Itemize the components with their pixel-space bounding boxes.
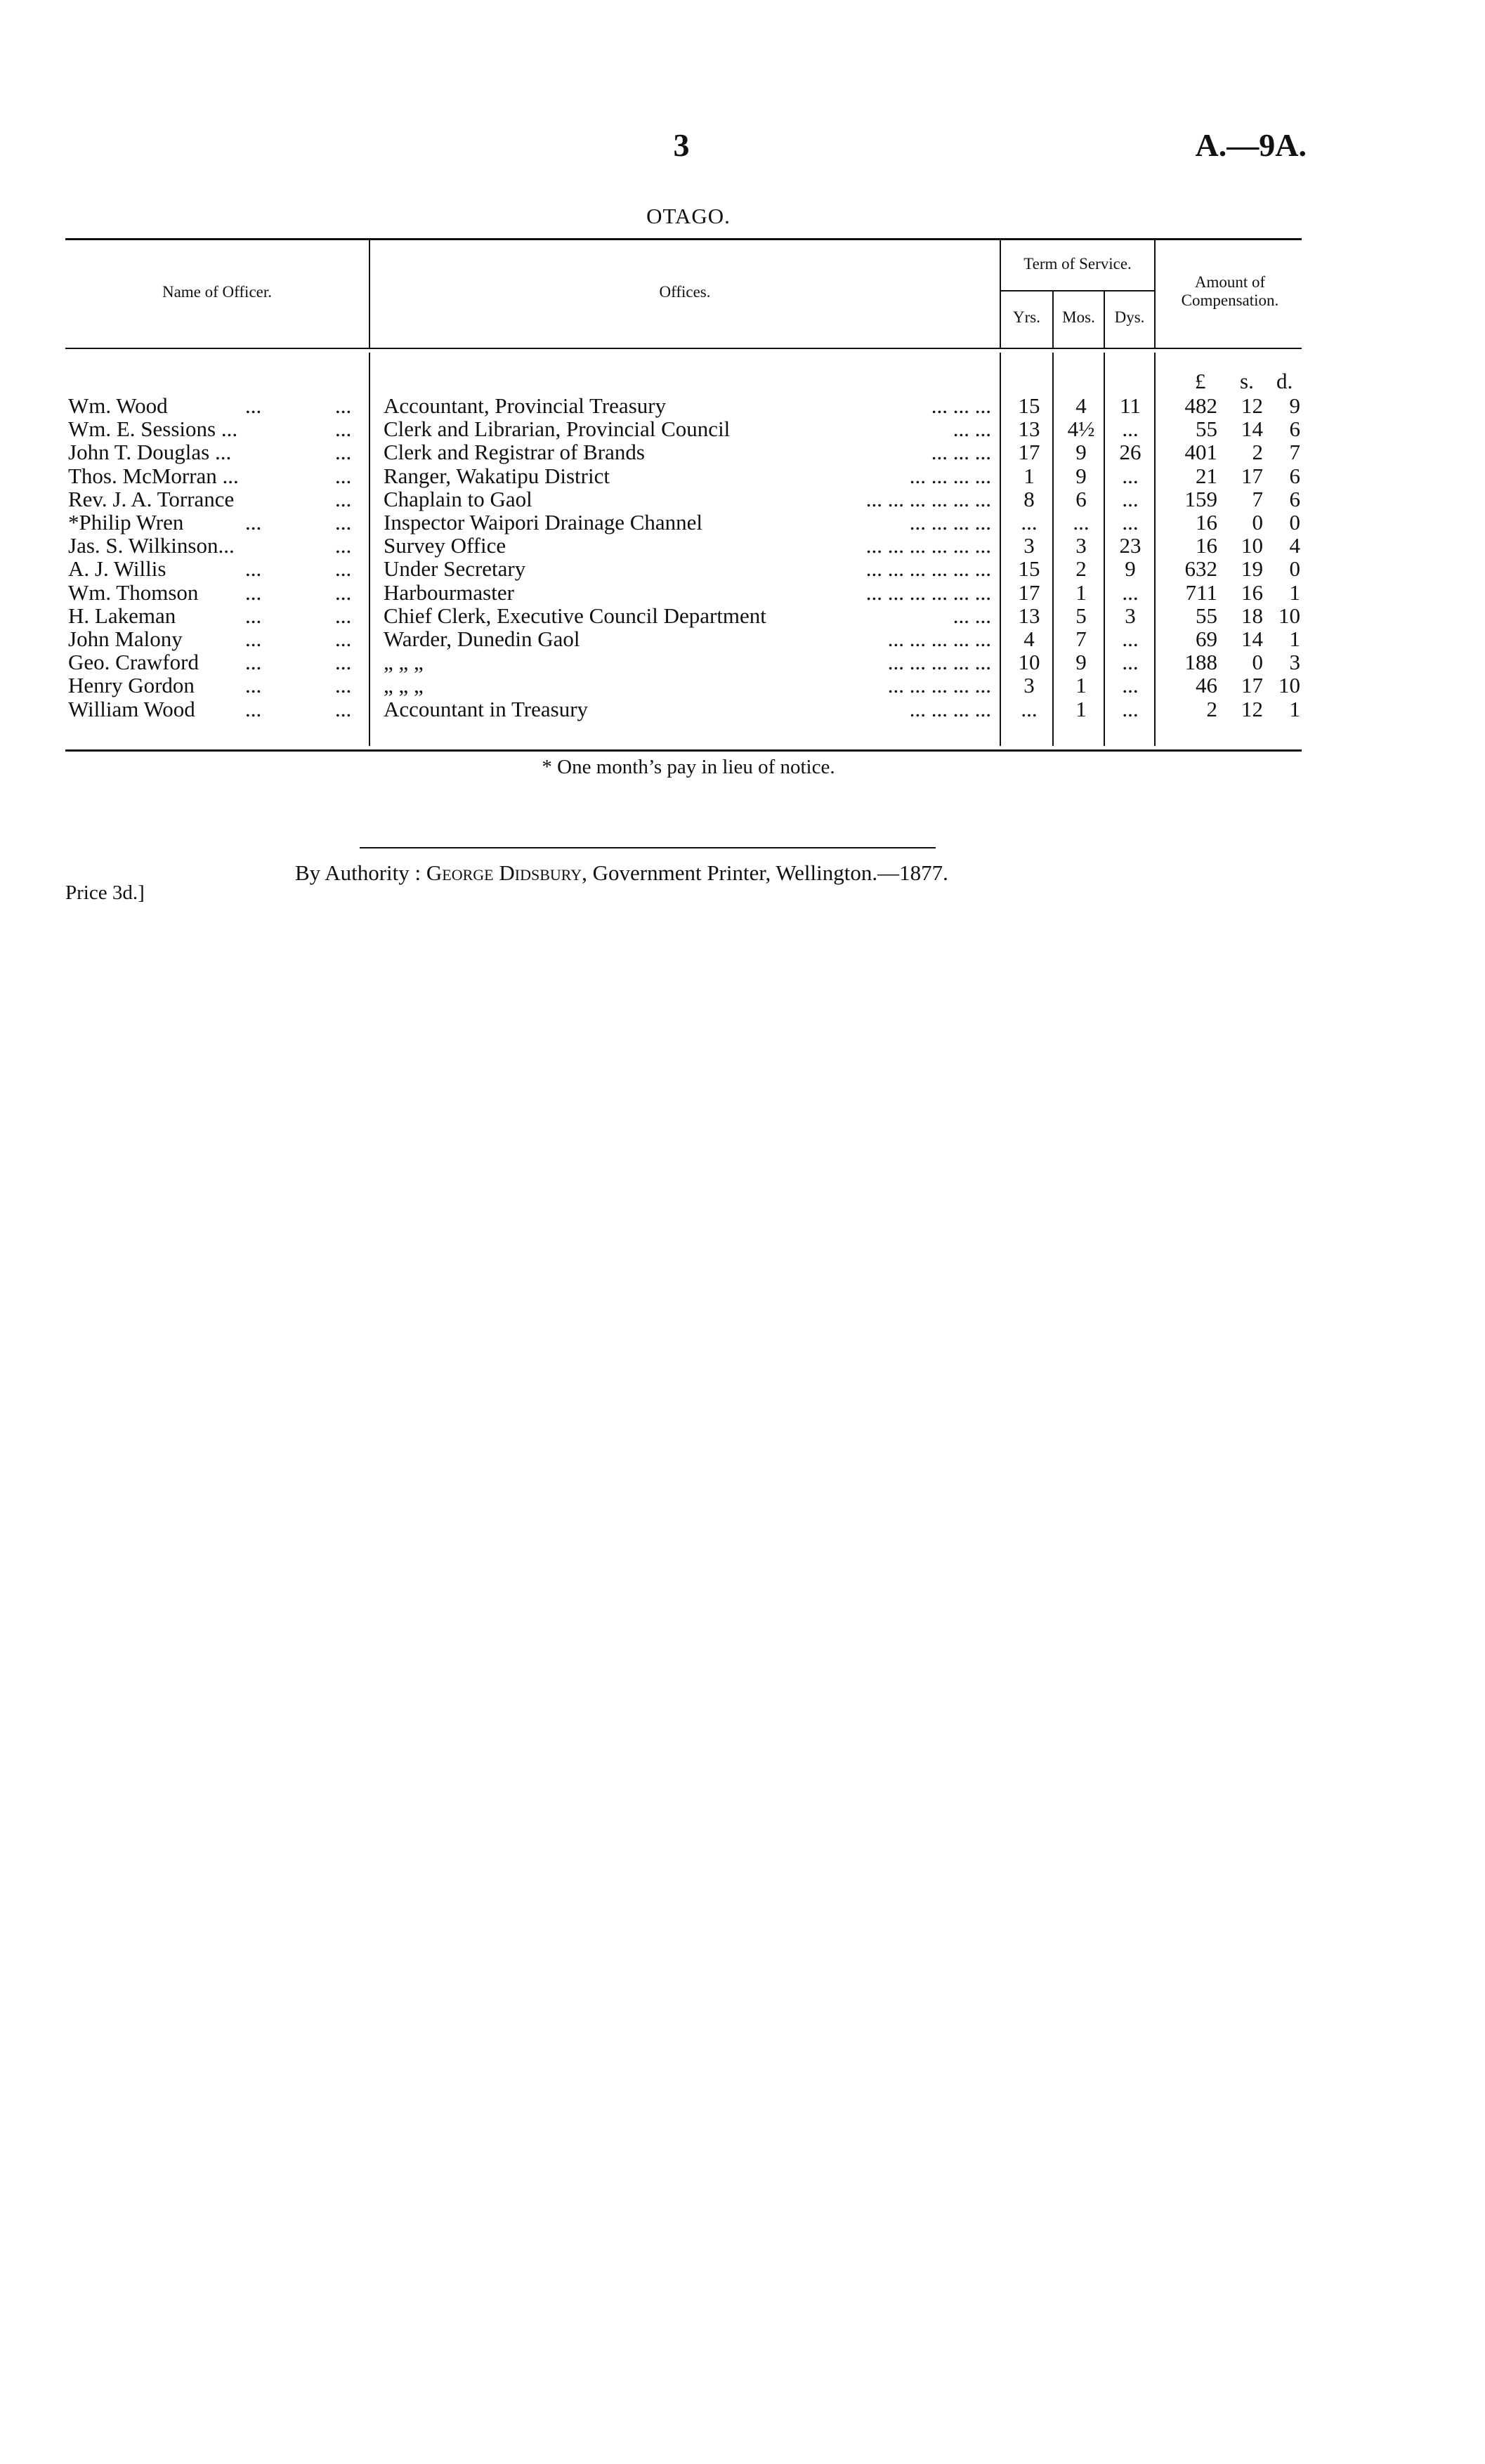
- amount-shillings: 2: [1252, 440, 1263, 465]
- amount-shillings: 7: [1252, 486, 1263, 511]
- office-leader-dots: ... ...: [953, 603, 991, 628]
- leader-dots: ...: [335, 673, 352, 698]
- header-yrs: Yrs.: [1013, 308, 1040, 326]
- section-title: OTAGO.: [646, 204, 731, 228]
- leader-dots: ...: [335, 533, 352, 558]
- amount-pounds: 21: [1196, 463, 1217, 488]
- amount-shillings: 14: [1241, 417, 1263, 442]
- amount-pence: 10: [1278, 603, 1300, 628]
- leader-dots: ...: [335, 510, 352, 535]
- amount-shillings: 18: [1241, 603, 1263, 628]
- term-days: 23: [1119, 533, 1141, 558]
- amount-shillings: 10: [1241, 533, 1263, 558]
- table-top-rule: [65, 238, 1302, 240]
- term-months: 1: [1075, 579, 1087, 605]
- office-leader-dots: ... ... ...: [931, 440, 991, 465]
- amount-pounds: 16: [1196, 510, 1217, 535]
- amount-shillings: 14: [1241, 627, 1263, 651]
- name-leader-dots: ...: [245, 510, 262, 535]
- officer-name: William Wood: [68, 696, 195, 721]
- amount-pence: 0: [1289, 510, 1300, 535]
- header-offices: Offices.: [659, 283, 711, 301]
- amount-pence: 3: [1289, 650, 1300, 675]
- office-leader-dots: ... ... ... ...: [909, 696, 991, 721]
- amount-shillings: 0: [1252, 650, 1263, 675]
- amount-pence: 0: [1289, 556, 1300, 582]
- amount-pounds: 482: [1184, 393, 1217, 418]
- imprint-prefix: By Authority :: [295, 860, 421, 885]
- term-years: 13: [1018, 417, 1040, 442]
- amount-pounds: 46: [1196, 673, 1217, 698]
- term-years: 3: [1023, 533, 1035, 558]
- amount-shillings: 19: [1241, 556, 1263, 582]
- amount-pounds: 401: [1184, 440, 1217, 465]
- officer-name: Rev. J. A. Torrance: [68, 486, 235, 511]
- term-months: 1: [1075, 696, 1087, 721]
- table-row: [65, 417, 1302, 440]
- amount-pounds: 55: [1196, 603, 1217, 628]
- amount-pence: 7: [1289, 440, 1300, 465]
- imprint-suffix: Government Printer, Wellington.—1877.: [592, 860, 948, 885]
- table-row: [65, 394, 1302, 417]
- name-leader-dots: ...: [245, 393, 262, 418]
- term-days: 11: [1120, 393, 1141, 418]
- imprint: [295, 860, 948, 886]
- amount-pence: 6: [1289, 417, 1300, 442]
- term-days: ...: [1122, 486, 1139, 511]
- term-subheader-rule: [1000, 290, 1154, 291]
- term-months: 2: [1075, 556, 1087, 582]
- officer-name: John T. Douglas ...: [68, 440, 232, 465]
- table-row: [65, 627, 1302, 650]
- amount-pence: 9: [1289, 393, 1300, 418]
- leader-dots: ...: [335, 486, 352, 511]
- officer-name: H. Lakeman: [68, 603, 176, 628]
- table-row: [65, 487, 1302, 511]
- term-years: 15: [1018, 393, 1040, 418]
- term-months: ...: [1073, 510, 1090, 535]
- officer-name: Geo. Crawford: [68, 650, 199, 675]
- term-years: 17: [1018, 579, 1040, 605]
- term-years: ...: [1021, 510, 1038, 535]
- officer-name: Wm. E. Sessions ...: [68, 417, 238, 442]
- header-term: Term of Service.: [1023, 255, 1132, 273]
- term-years: 13: [1018, 603, 1040, 628]
- table-bottom-rule: [65, 749, 1302, 752]
- name-leader-dots: ...: [245, 556, 262, 582]
- leader-dots: ...: [335, 463, 352, 488]
- amount-pounds: 2: [1206, 696, 1217, 721]
- term-months: 4½: [1067, 417, 1095, 442]
- term-days: ...: [1122, 627, 1139, 651]
- term-years: 15: [1018, 556, 1040, 582]
- office-leader-dots: ... ... ... ... ... ...: [865, 579, 991, 605]
- table-row: [65, 534, 1302, 557]
- office-leader-dots: ... ... ... ...: [909, 510, 991, 535]
- term-days: ...: [1122, 463, 1139, 488]
- officer-name: Thos. McMorran ...: [68, 463, 239, 488]
- term-days: ...: [1122, 510, 1139, 535]
- officer-name: Wm. Wood: [68, 393, 168, 418]
- office-leader-dots: ... ... ... ... ...: [887, 627, 991, 651]
- footer-rule: [360, 847, 936, 848]
- table-row: [65, 650, 1302, 674]
- amount-pence: 1: [1289, 696, 1300, 721]
- office-name: Accountant, Provincial Treasury: [384, 393, 667, 418]
- office-name: Ranger, Wakatipu District: [384, 463, 610, 488]
- amount-shillings: 16: [1241, 579, 1263, 605]
- name-leader-dots: ...: [245, 603, 262, 628]
- officer-name: *Philip Wren: [68, 510, 184, 535]
- term-months: 9: [1075, 440, 1087, 465]
- header-mos: Mos.: [1062, 308, 1095, 326]
- officer-name: Wm. Thomson: [68, 579, 199, 605]
- table-row: [65, 604, 1302, 627]
- table-row: [65, 440, 1302, 464]
- amount-pence: 4: [1289, 533, 1300, 558]
- table-row: [65, 464, 1302, 487]
- office-name: Under Secretary: [384, 556, 526, 582]
- term-years: 17: [1018, 440, 1040, 465]
- leader-dots: ...: [335, 696, 352, 721]
- office-leader-dots: ... ... ... ...: [909, 463, 991, 488]
- term-days: 9: [1125, 556, 1136, 582]
- office-leader-dots: ... ...: [953, 417, 991, 442]
- name-leader-dots: ...: [245, 696, 262, 721]
- pounds-unit: £: [1195, 369, 1206, 393]
- term-months: 1: [1075, 673, 1087, 698]
- office-name: Accountant in Treasury: [384, 696, 589, 721]
- table-row: [65, 511, 1302, 534]
- term-days: ...: [1122, 650, 1139, 675]
- header-bottom-rule: [65, 348, 1302, 349]
- header-amount: Amount of Compensation.: [1181, 273, 1279, 309]
- term-months: 9: [1075, 463, 1087, 488]
- amount-shillings: 12: [1241, 696, 1263, 721]
- document-code: A.—9A.: [1195, 127, 1307, 163]
- name-leader-dots: ...: [245, 579, 262, 605]
- leader-dots: ...: [335, 440, 352, 465]
- officer-name: Jas. S. Wilkinson...: [68, 533, 235, 558]
- office-name: „ „ „: [384, 650, 424, 675]
- footnote: * One month’s pay in lieu of notice.: [542, 756, 835, 778]
- amount-pence: 1: [1289, 579, 1300, 605]
- term-months: 3: [1075, 533, 1087, 558]
- pence-unit: d.: [1276, 369, 1293, 393]
- office-name: „ „ „: [384, 673, 424, 698]
- office-leader-dots: ... ... ... ... ... ...: [865, 556, 991, 582]
- term-months: 6: [1075, 486, 1087, 511]
- officer-name: A. J. Willis: [68, 556, 166, 582]
- office-name: Survey Office: [384, 533, 506, 558]
- name-leader-dots: ...: [245, 627, 262, 651]
- term-days: ...: [1122, 579, 1139, 605]
- amount-pounds: 711: [1185, 579, 1217, 605]
- amount-pounds: 188: [1184, 650, 1217, 675]
- amount-shillings: 17: [1241, 673, 1263, 698]
- table-row: [65, 674, 1302, 697]
- term-days: ...: [1122, 417, 1139, 442]
- leader-dots: ...: [335, 650, 352, 675]
- amount-pence: 6: [1289, 463, 1300, 488]
- name-leader-dots: ...: [245, 650, 262, 675]
- column-divider: [1154, 238, 1156, 348]
- leader-dots: ...: [335, 556, 352, 582]
- amount-shillings: 12: [1241, 393, 1263, 418]
- office-name: Warder, Dunedin Gaol: [384, 627, 580, 651]
- amount-pounds: 69: [1196, 627, 1217, 651]
- term-years: ...: [1021, 696, 1038, 721]
- term-days: 26: [1119, 440, 1141, 465]
- office-leader-dots: ... ... ... ... ... ...: [865, 486, 991, 511]
- officer-name: John Malony: [68, 627, 183, 651]
- header-name: Name of Officer.: [162, 283, 273, 301]
- term-years: 1: [1023, 463, 1035, 488]
- leader-dots: ...: [335, 603, 352, 628]
- name-leader-dots: ...: [245, 673, 262, 698]
- amount-pounds: 16: [1196, 533, 1217, 558]
- term-years: 4: [1023, 627, 1035, 651]
- office-leader-dots: ... ... ... ... ...: [887, 650, 991, 675]
- amount-pence: 10: [1278, 673, 1300, 698]
- leader-dots: ...: [335, 627, 352, 651]
- shillings-unit: s.: [1240, 369, 1254, 393]
- term-months: 7: [1075, 627, 1087, 651]
- office-leader-dots: ... ... ... ... ... ...: [865, 533, 991, 558]
- leader-dots: ...: [335, 393, 352, 418]
- term-years: 10: [1018, 650, 1040, 675]
- office-name: Harbourmaster: [384, 579, 514, 605]
- office-name: Chief Clerk, Executive Council Department: [384, 603, 766, 628]
- amount-shillings: 17: [1241, 463, 1263, 488]
- page-number: 3: [673, 127, 690, 163]
- header-dys: Dys.: [1114, 308, 1145, 326]
- term-years: 3: [1023, 673, 1035, 698]
- imprint-printer-name: George Didsbury,: [426, 860, 587, 885]
- amount-pence: 1: [1289, 627, 1300, 651]
- office-leader-dots: ... ... ... ... ...: [887, 673, 991, 698]
- term-days: ...: [1122, 673, 1139, 698]
- leader-dots: ...: [335, 579, 352, 605]
- term-months: 4: [1075, 393, 1087, 418]
- office-name: Clerk and Registrar of Brands: [384, 440, 645, 465]
- officer-name: Henry Gordon: [68, 673, 195, 698]
- office-name: Inspector Waipori Drainage Channel: [384, 510, 703, 535]
- compensation-table: [65, 238, 1302, 751]
- table-row: [65, 697, 1302, 721]
- leader-dots: ...: [335, 417, 352, 442]
- amount-shillings: 0: [1252, 510, 1263, 535]
- term-days: ...: [1122, 696, 1139, 721]
- term-months: 5: [1075, 603, 1087, 628]
- table-row: [65, 581, 1302, 604]
- term-years: 8: [1023, 486, 1035, 511]
- price-note: Price 3d.]: [65, 882, 145, 904]
- amount-pounds: 632: [1184, 556, 1217, 582]
- office-name: Clerk and Librarian, Provincial Council: [384, 417, 731, 442]
- term-days: 3: [1125, 603, 1136, 628]
- amount-pence: 6: [1289, 486, 1300, 511]
- amount-pounds: 159: [1184, 486, 1217, 511]
- table-row: [65, 557, 1302, 580]
- term-months: 9: [1075, 650, 1087, 675]
- office-name: Chaplain to Gaol: [384, 486, 532, 511]
- office-leader-dots: ... ... ...: [931, 393, 991, 418]
- amount-pounds: 55: [1196, 417, 1217, 442]
